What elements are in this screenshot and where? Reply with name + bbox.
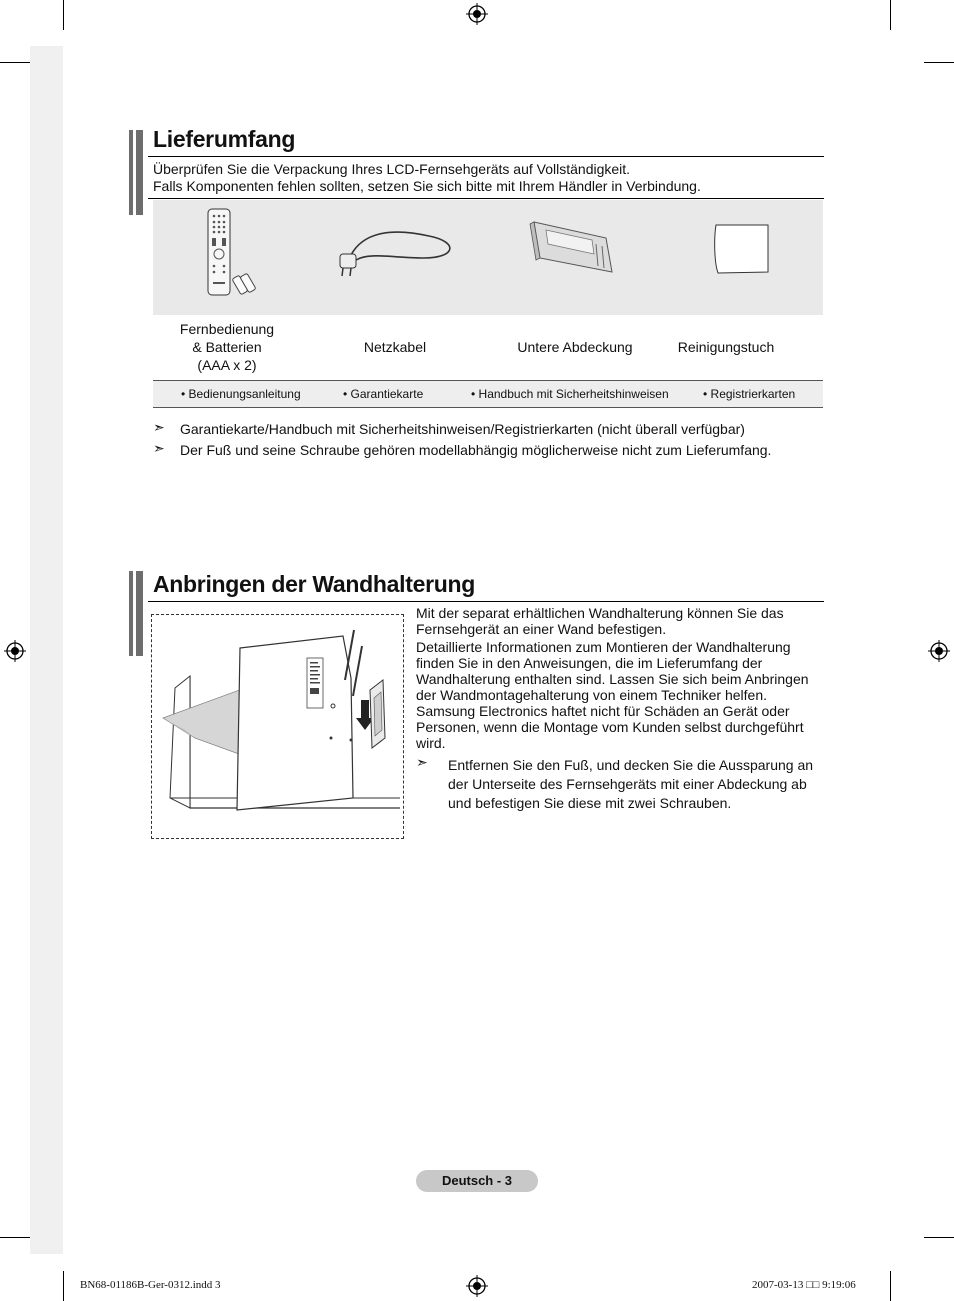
crop-mark <box>924 62 954 63</box>
registration-mark-icon <box>4 640 26 662</box>
section-title-wandhalterung: Anbringen der Wandhalterung <box>153 571 475 597</box>
paragraph-line: Fernsehgerät an einer Wand befestigen. <box>416 621 667 637</box>
registration-mark-icon <box>466 1275 488 1297</box>
paragraph-line: Mit der separat erhältlichen Wandhalterung können Sie das <box>416 605 784 621</box>
footer-timestamp: 2007-03-13 □□ 9:19:06 <box>752 1279 856 1291</box>
crop-mark <box>890 0 891 30</box>
note-line: und befestigen Sie diese mit zwei Schrauben. <box>448 795 732 811</box>
item-label-line: (AAA x 2) <box>197 357 257 373</box>
intro-line: Falls Komponenten fehlen sollten, setzen Sie sich bitte mit Ihrem Händler in Verbindung. <box>153 178 701 194</box>
paragraph-line: Wandhalterung enthalten sind. Lassen Sie sich beim Anbringen <box>416 671 809 687</box>
crop-mark <box>63 0 64 30</box>
accessory-item: • Registrierkarten <box>703 387 796 401</box>
accessories-row <box>153 380 823 408</box>
power-cable-icon <box>334 222 458 278</box>
section-rule <box>148 156 824 157</box>
remote-control-icon <box>200 206 260 298</box>
crop-mark <box>0 62 30 63</box>
item-label-line: Fernbedienung <box>179 321 275 337</box>
intro-line: Überprüfen Sie die Verpackung Ihres LCD-Fernsehgeräts auf Vollständigkeit. <box>153 161 631 177</box>
crop-mark <box>924 1237 954 1238</box>
note-arrow-icon: ➣ <box>153 440 165 456</box>
accessory-item: • Bedienungsanleitung <box>181 387 301 401</box>
item-label-power-cable: Netzkabel <box>363 339 427 355</box>
note-line: der Unterseite des Fernsehgeräts mit einer Abdeckung ab <box>448 776 807 792</box>
page-number-badge: Deutsch - 3 <box>416 1170 538 1192</box>
note-line: Entfernen Sie den Fuß, und decken Sie die Aussparung an <box>448 757 814 773</box>
paragraph-line: wird. <box>416 735 446 751</box>
item-label-line: & Batterien <box>192 339 262 355</box>
section-rule <box>148 601 824 602</box>
section-marker-bar <box>129 571 143 656</box>
item-label-remote <box>167 320 287 374</box>
note-text: Der Fuß und seine Schraube gehören modellabhängig möglicherweise nicht zum Lieferumfang. <box>180 442 772 458</box>
section-rule <box>148 198 824 199</box>
paragraph-line: Detaillierte Informationen zum Montieren der Wandhalterung <box>416 639 791 655</box>
paragraph-line: der Wandmontagehalterung von einem Techniker helfen. <box>416 687 767 703</box>
footer-file-slug: BN68-01186B-Ger-0312.indd 3 <box>80 1279 221 1291</box>
paragraph-line: Personen, wenn die Montage vom Kunden selbst durchgeführt <box>416 719 804 735</box>
crop-mark <box>890 1271 891 1301</box>
item-label-cleaning-cloth: Reinigungstuch <box>677 339 775 355</box>
accessory-item: • Garantiekarte <box>343 387 424 401</box>
accessory-item: • Handbuch mit Sicherheitshinweisen <box>471 387 669 401</box>
note-arrow-icon: ➣ <box>416 754 428 770</box>
section-title-lieferumfang: Lieferumfang <box>153 126 296 152</box>
note-text: Garantiekarte/Handbuch mit Sicherheitshinweisen/Registrierkarten (nicht überall verfügbar) <box>180 421 745 437</box>
crop-mark <box>0 1237 30 1238</box>
paragraph-line: finden Sie in den Anweisungen, die im Lieferumfang der <box>416 655 763 671</box>
note-arrow-icon: ➣ <box>153 419 165 435</box>
cleaning-cloth-icon <box>710 222 772 276</box>
section-marker-bar <box>129 130 143 215</box>
page-margin-bar <box>30 46 63 1254</box>
item-label-bottom-cover: Untere Abdeckung <box>517 339 633 355</box>
registration-mark-icon <box>928 640 950 662</box>
wall-mount-note <box>448 756 813 813</box>
wall-mount-illustration <box>155 618 400 835</box>
registration-mark-icon <box>466 3 488 25</box>
paragraph-line: Samsung Electronics haftet nicht für Schäden an Gerät oder <box>416 703 790 719</box>
bottom-cover-icon <box>526 214 616 280</box>
wall-mount-paragraph <box>416 605 821 751</box>
crop-mark <box>63 1271 64 1301</box>
